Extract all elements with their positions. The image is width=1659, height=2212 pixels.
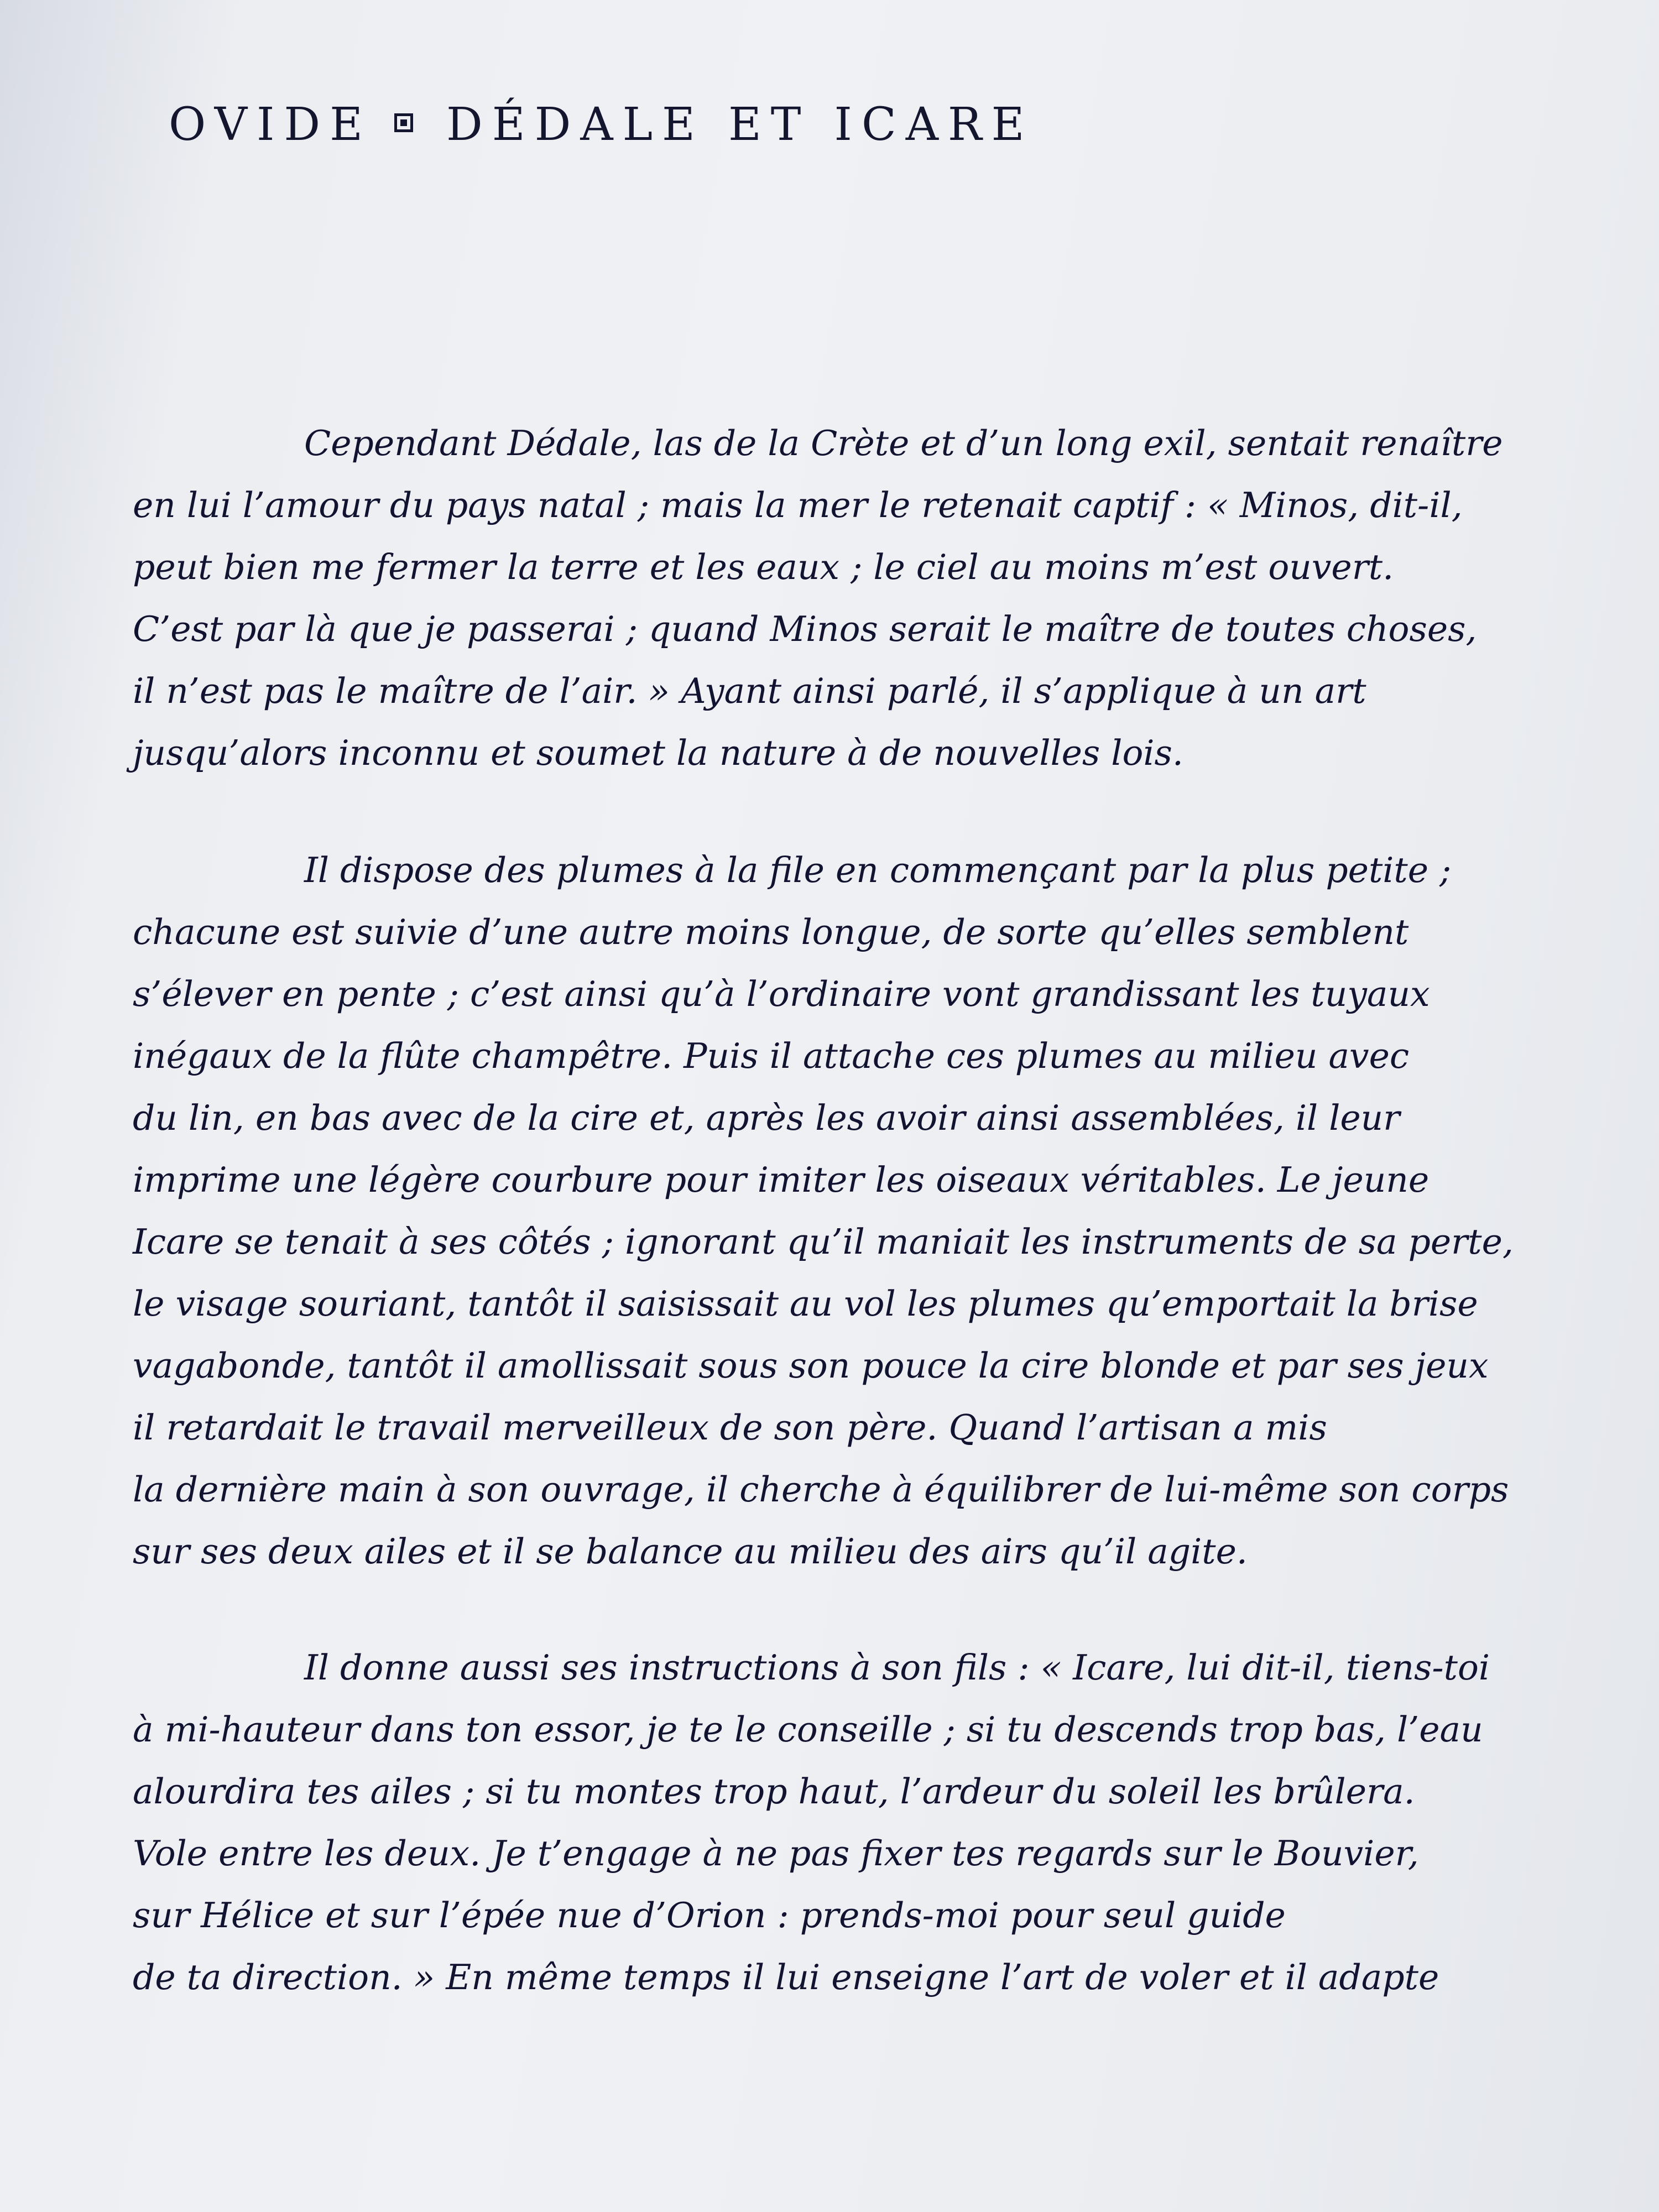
text-line: sur Hélice et sur l’épée nue d’Orion : prends-moi pour seul guide (133, 1895, 1286, 1936)
text-line: en lui l’amour du pays natal ; mais la mer le retenait captif : « Minos, dit-il, (133, 485, 1463, 525)
text-line: C’est par là que je passerai ; quand Minos serait le maître de toutes choses, (133, 609, 1477, 649)
text-line: vagabonde, tantôt il amollissait sous son pouce la cire blonde et par ses jeux (133, 1345, 1489, 1386)
text-line: le visage souriant, tantôt il saisissait au vol les plumes qu’emportait la brise (133, 1284, 1478, 1324)
square-ornament-icon (394, 113, 413, 132)
text-line: Icare se tenait à ses côtés ; ignorant qu’il maniait les instruments de sa perte, (133, 1222, 1514, 1262)
text-line: alourdira tes ailes ; si tu montes trop haut, l’ardeur du soleil les brûlera. (133, 1771, 1415, 1812)
text-line: Cependant Dédale, las de la Crète et d’un long exil, sentait renaître (304, 423, 1503, 463)
paragraph-1 (133, 413, 1559, 784)
text-line: du lin, en bas avec de la cire et, après les avoir ainsi assemblées, il leur (133, 1098, 1400, 1138)
text-line: il n’est pas le maître de l’air. » Ayant ainsi parlé, il s’applique à un art (133, 671, 1366, 711)
text-line: sur ses deux ailes et il se balance au milieu des airs qu’il agite. (133, 1531, 1248, 1572)
text-line: de ta direction. » En même temps il lui enseigne l’art de voler et il adapte (133, 1957, 1439, 1997)
text-line: s’élever en pente ; c’est ainsi qu’à l’ordinaire vont grandissant les tuyaux (133, 974, 1430, 1014)
header-title: DÉDALE ET ICARE (446, 98, 1034, 151)
text-line: Il donne aussi ses instructions à son fils : « Icare, lui dit-il, tiens-toi (304, 1647, 1490, 1688)
text-line: jusqu’alors inconnu et soumet la nature à de nouvelles lois. (133, 733, 1183, 773)
paragraph-3 (133, 1637, 1559, 2008)
paragraph-2 (133, 839, 1559, 1583)
text-line: Vole entre les deux. Je t’engage à ne pas fixer tes regards sur le Bouvier, (133, 1833, 1419, 1874)
header-author: OVIDE (169, 98, 372, 151)
text-line: Il dispose des plumes à la file en commençant par la plus petite ; (304, 850, 1452, 890)
text-line: peut bien me fermer la terre et les eaux ; le ciel au moins m’est ouvert. (133, 547, 1394, 587)
text-line: imprime une légère courbure pour imiter les oiseaux véritables. Le jeune (133, 1160, 1430, 1200)
text-line: il retardait le travail merveilleux de son père. Quand l’artisan a mis (133, 1407, 1327, 1448)
running-header (169, 98, 1034, 151)
text-line: à mi-hauteur dans ton essor, je te le conseille ; si tu descends trop bas, l’eau (133, 1709, 1483, 1750)
text-line: chacune est suivie d’une autre moins longue, de sorte qu’elles semblent (133, 912, 1409, 952)
text-line: inégaux de la flûte champêtre. Puis il attache ces plumes au milieu avec (133, 1036, 1410, 1076)
text-line: la dernière main à son ouvrage, il cherche à équilibrer de lui-même son corps (133, 1469, 1509, 1510)
